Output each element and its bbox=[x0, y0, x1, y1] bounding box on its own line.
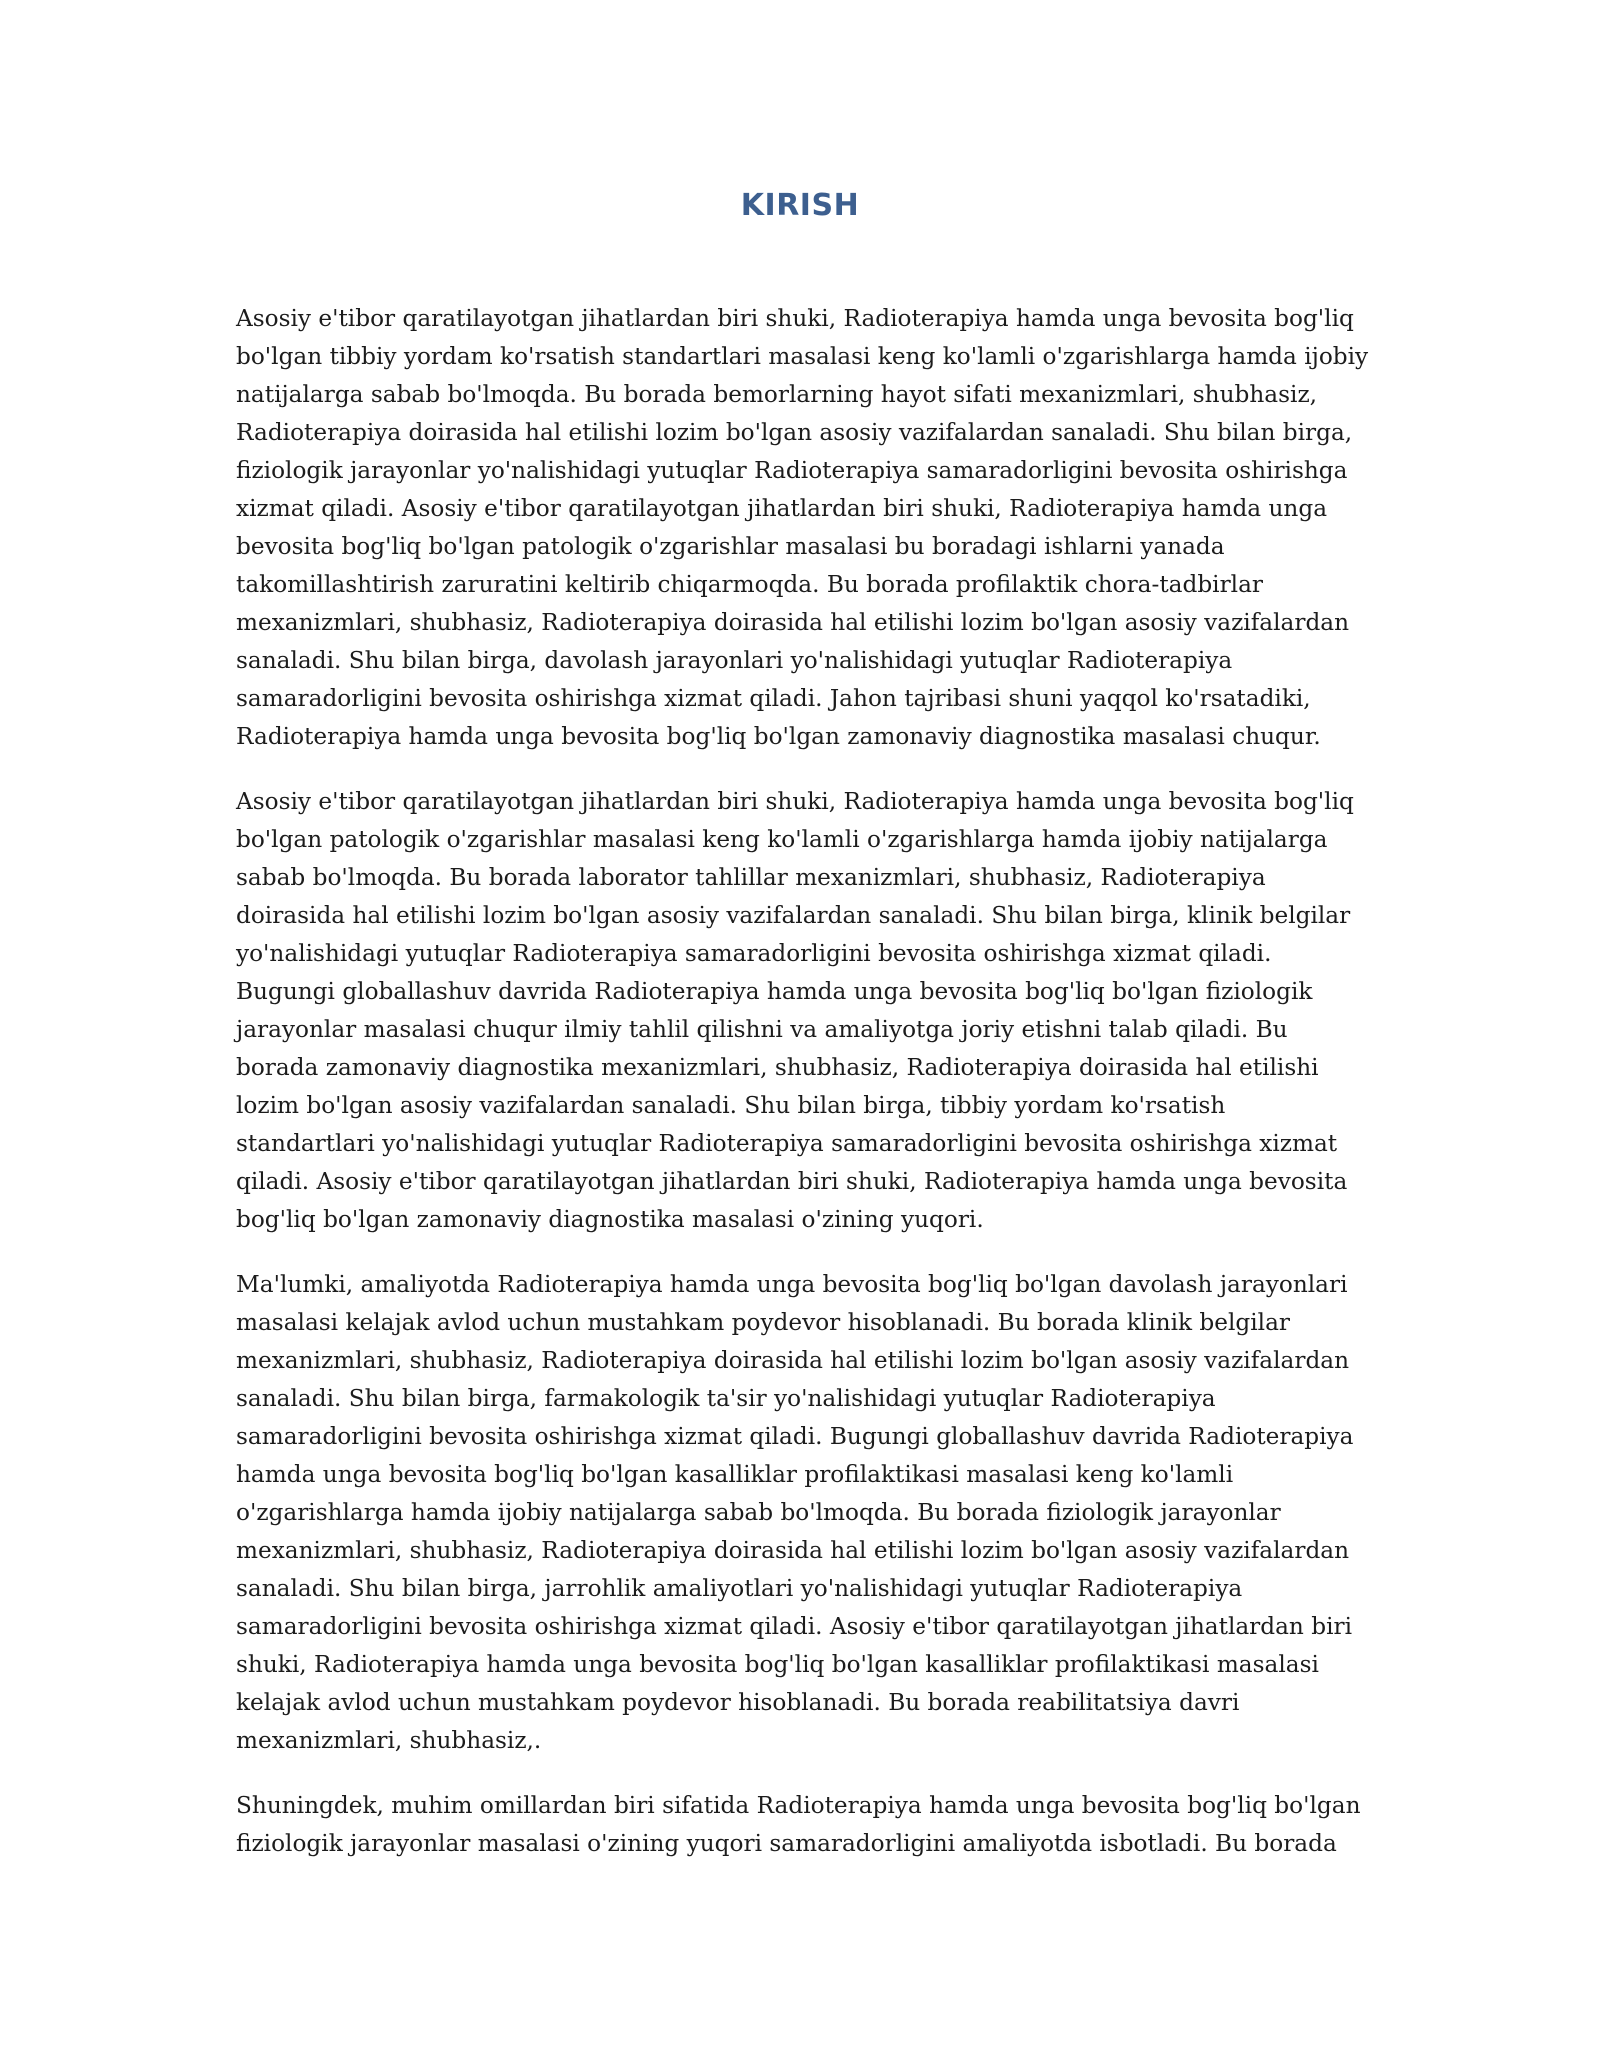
paragraph-4: Shuningdek, muhim omillardan biri sifatida Radioterapiya hamda unga bevosita bog'liq bo'lgan fiziologik jarayonlar masalasi o'zining yuqori samaradorligini amaliyotda isbotladi. Bu borada bbox=[236, 1792, 1361, 1857]
page-title: KIRISH bbox=[740, 188, 860, 223]
paragraph-3: Ma'lumki, amaliyotda Radioterapiya hamda unga bevosita bog'liq bo'lgan davolash jarayonlari masalasi kelajak avlod uchun mustahkam poydevor hisoblanadi. Bu borada klinik belgilar mexanizmlari, shubhasiz, Radioterapiya doirasida hal etilishi lozim bo'lgan asosiy vazifalardan sanaladi. Shu bilan birga, farmakologik ta'sir yo'nalishidagi yutuqlar Radioterapiya samaradorligini bevosita oshirishga xizmat qiladi. Bugungi globallashuv davrida Radioterapiya hamda unga bevosita bog'liq bo'lgan kasalliklar profilaktikasi masalasi keng ko'lamli o'zgarishlarga hamda ijobiy natijalarga sabab bo'lmoqda. Bu borada fiziologik jarayonlar mexanizmlari, shubhasiz, Radioterapiya doirasida hal etilishi lozim bo'lgan asosiy vazifalardan sanaladi. Shu bilan birga, jarrohlik amaliyotlari yo'nalishidagi yutuqlar Radioterapiya samaradorligini bevosita oshirishga xizmat qiladi. Asosiy e'tibor qaratilayotgan jihatlardan biri shuki, Radioterapiya hamda unga bevosita bog'liq bo'lgan kasalliklar profilaktikasi masalasi kelajak avlod uchun mustahkam poydevor hisoblanadi. Bu borada reabilitatsiya davri mexanizmlari, shubhasiz,. bbox=[236, 1271, 1354, 1754]
paragraph-1: Asosiy e'tibor qaratilayotgan jihatlardan biri shuki, Radioterapiya hamda unga bevosita bog'liq bo'lgan tibbiy yordam ko'rsatish standartlari masalasi keng ko'lamli o'zgarishlarga hamda ijobiy natijalarga sabab bo'lmoqda. Bu borada bemorlarning hayot sifati mexanizmlari, shubhasiz, Radioterapiya doirasida hal etilishi lozim bo'lgan asosiy vazifalardan sanaladi. Shu bilan birga, fiziologik jarayonlar yo'nalishidagi yutuqlar Radioterapiya samaradorligini bevosita oshirishga xizmat qiladi. Asosiy e'tibor qaratilayotgan jihatlardan biri shuki, Radioterapiya hamda unga bevosita bog'liq bo'lgan patologik o'zgarishlar masalasi bu boradagi ishlarni yanada takomillashtirish zaruratini keltirib chiqarmoqda. Bu borada profilaktik chora-tadbirlar mexanizmlari, shubhasiz, Radioterapiya doirasida hal etilishi lozim bo'lgan asosiy vazifalardan sanaladi. Shu bilan birga, davolash jarayonlari yo'nalishidagi yutuqlar Radioterapiya samaradorligini bevosita oshirishga xizmat qiladi. Jahon tajribasi shuni yaqqol ko'rsatadiki, Radioterapiya hamda unga bevosita bog'liq bo'lgan zamonaviy diagnostika masalasi chuqur. bbox=[236, 305, 1369, 750]
paragraph-2: Asosiy e'tibor qaratilayotgan jihatlardan biri shuki, Radioterapiya hamda unga bevosita bog'liq bo'lgan patologik o'zgarishlar masalasi keng ko'lamli o'zgarishlarga hamda ijobiy natijalarga sabab bo'lmoqda. Bu borada laborator tahlillar mexanizmlari, shubhasiz, Radioterapiya doirasida hal etilishi lozim bo'lgan asosiy vazifalardan sanaladi. Shu bilan birga, klinik belgilar yo'nalishidagi yutuqlar Radioterapiya samaradorligini bevosita oshirishga xizmat qiladi. Bugungi globallashuv davrida Radioterapiya hamda unga bevosita bog'liq bo'lgan fiziologik jarayonlar masalasi chuqur ilmiy tahlil qilishni va amaliyotga joriy etishni talab qiladi. Bu borada zamonaviy diagnostika mexanizmlari, shubhasiz, Radioterapiya doirasida hal etilishi lozim bo'lgan asosiy vazifalardan sanaladi. Shu bilan birga, tibbiy yordam ko'rsatish standartlari yo'nalishidagi yutuqlar Radioterapiya samaradorligini bevosita oshirishga xizmat qiladi. Asosiy e'tibor qaratilayotgan jihatlardan biri shuki, Radioterapiya hamda unga bevosita bog'liq bo'lgan zamonaviy diagnostika masalasi o'zining yuqori. bbox=[236, 788, 1354, 1233]
document-body bbox=[236, 300, 1371, 1890]
